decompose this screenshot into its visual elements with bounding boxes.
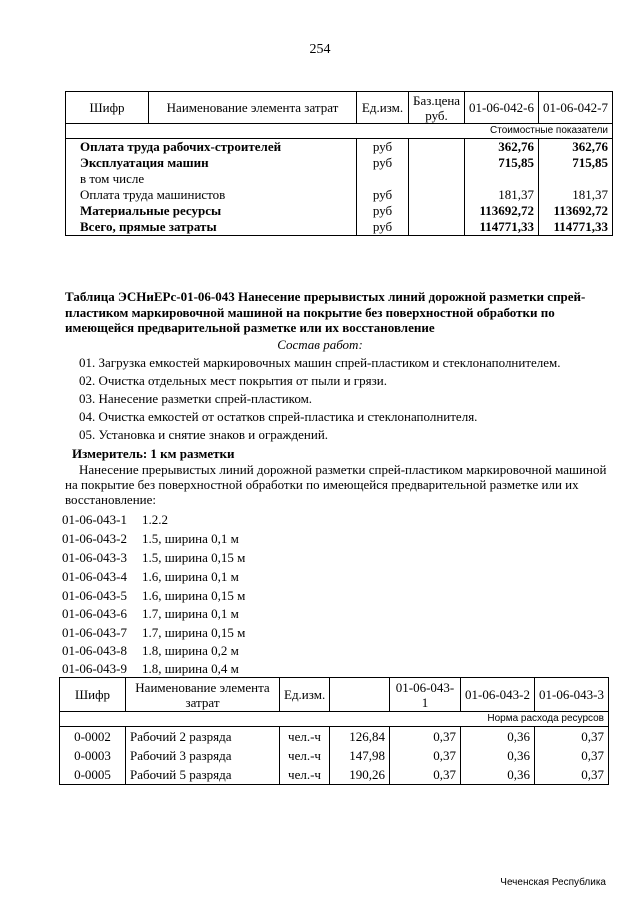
item-desc: 1.5, ширина 0,15 м xyxy=(142,550,246,565)
table-row: Всего, прямые затраты руб 114771,33 114771,33 xyxy=(66,219,613,236)
item-desc: 1.8, ширина 0,2 м xyxy=(142,643,239,658)
work-composition-heading: Состав работ: xyxy=(277,337,363,352)
table-row: Материальные ресурсы руб 113692,72 113692,72 xyxy=(66,203,613,219)
measure-unit: Измеритель: 1 км разметки xyxy=(72,446,235,461)
item-code: 01-06-043-1 xyxy=(62,512,127,527)
item-code: 01-06-043-9 xyxy=(62,661,127,676)
item-desc: 1.7, ширина 0,15 м xyxy=(142,625,246,640)
item-desc: 1.8, ширина 0,4 м xyxy=(142,661,239,676)
col-header-code: Шифр xyxy=(66,92,149,124)
table-row: 0-0003 Рабочий 3 разряда чел.-ч 147,98 0,37 0,36 0,37 xyxy=(60,746,609,765)
table-title-line-3: имеющейся предварительной разметке или их восстановление xyxy=(65,320,435,335)
col-header-042-6: 01-06-042-6 xyxy=(465,92,539,124)
section-label: Норма расхода ресурсов xyxy=(60,712,609,727)
item-code: 01-06-043-6 xyxy=(62,606,127,621)
table-title-line-1: Таблица ЭСНиЕРс-01-06-043 Нанесение прерывистых линий дорожной разметки спрей- xyxy=(65,289,586,304)
table-row: Эксплуатация машин руб 715,85 715,85 xyxy=(66,155,613,171)
col-header-043-3: 01-06-043-3 xyxy=(535,678,609,712)
description-line-3: восстановление: xyxy=(65,492,156,507)
work-item: 02. Очистка отдельных мест покрытия от пыли и грязи. xyxy=(79,373,387,388)
col-header-043-2: 01-06-043-2 xyxy=(461,678,535,712)
item-desc: 1.5, ширина 0,1 м xyxy=(142,531,239,546)
item-desc: 1.7, ширина 0,1 м xyxy=(142,606,239,621)
description-line-1: Нанесение прерывистых линий дорожной разметки спрей-пластиком маркировочной машиной xyxy=(79,462,607,477)
table-row: Оплата труда машинистов руб 181,37 181,37 xyxy=(66,187,613,203)
description-line-2: на покрытие без поверхностной обработки по имеющейся предварительной разметке или их xyxy=(65,477,579,492)
col-header-043-1: 01-06-043-1 xyxy=(390,678,461,712)
table-row: Оплата труда рабочих-строителей руб 362,76 362,76 xyxy=(66,139,613,156)
col-header-unit: Ед.изм. xyxy=(357,92,409,124)
work-item: 04. Очистка емкостей от остатков спрей-пластика и стеклонаполнителя. xyxy=(79,409,478,424)
item-desc: 1.6, ширина 0,15 м xyxy=(142,588,246,603)
item-code: 01-06-043-8 xyxy=(62,643,127,658)
col-header-unit: Ед.изм. xyxy=(280,678,330,712)
item-code: 01-06-043-2 xyxy=(62,531,127,546)
item-desc: 1.2.2 xyxy=(142,512,168,527)
col-header-042-7: 01-06-042-7 xyxy=(539,92,613,124)
item-code: 01-06-043-3 xyxy=(62,550,127,565)
work-item: 01. Загрузка емкостей маркировочных машин спрей-пластиком и стеклонаполнителем. xyxy=(79,355,561,370)
page-number: 254 xyxy=(309,42,331,57)
work-item: 03. Нанесение разметки спрей-пластиком. xyxy=(79,391,313,406)
cost-table xyxy=(65,91,613,236)
item-code: 01-06-043-5 xyxy=(62,588,127,603)
item-code: 01-06-043-7 xyxy=(62,625,127,640)
table-row: в том числе xyxy=(66,171,613,187)
item-code: 01-06-043-4 xyxy=(62,569,127,584)
resource-table xyxy=(59,677,609,785)
section-label: Стоимостные показатели xyxy=(66,124,613,139)
item-desc: 1.6, ширина 0,1 м xyxy=(142,569,239,584)
table-row: 0-0002 Рабочий 2 разряда чел.-ч 126,84 0,37 0,36 0,37 xyxy=(60,727,609,747)
table-title-line-2: пластиком маркировочной машиной на покрытие без поверхностной обработки по xyxy=(65,305,555,320)
work-item: 05. Установка и снятие знаков и ограждений. xyxy=(79,427,329,442)
col-header-price: Баз.цена руб. xyxy=(409,92,465,124)
col-header-price xyxy=(330,678,390,712)
footer-region: Чеченская Республика xyxy=(500,877,606,888)
table-row: 0-0005 Рабочий 5 разряда чел.-ч 190,26 0,37 0,36 0,37 xyxy=(60,765,609,785)
col-header-name: Наименование элемента затрат xyxy=(149,92,357,124)
col-header-code: Шифр xyxy=(60,678,126,712)
col-header-name: Наименование элемента затрат xyxy=(126,678,280,712)
